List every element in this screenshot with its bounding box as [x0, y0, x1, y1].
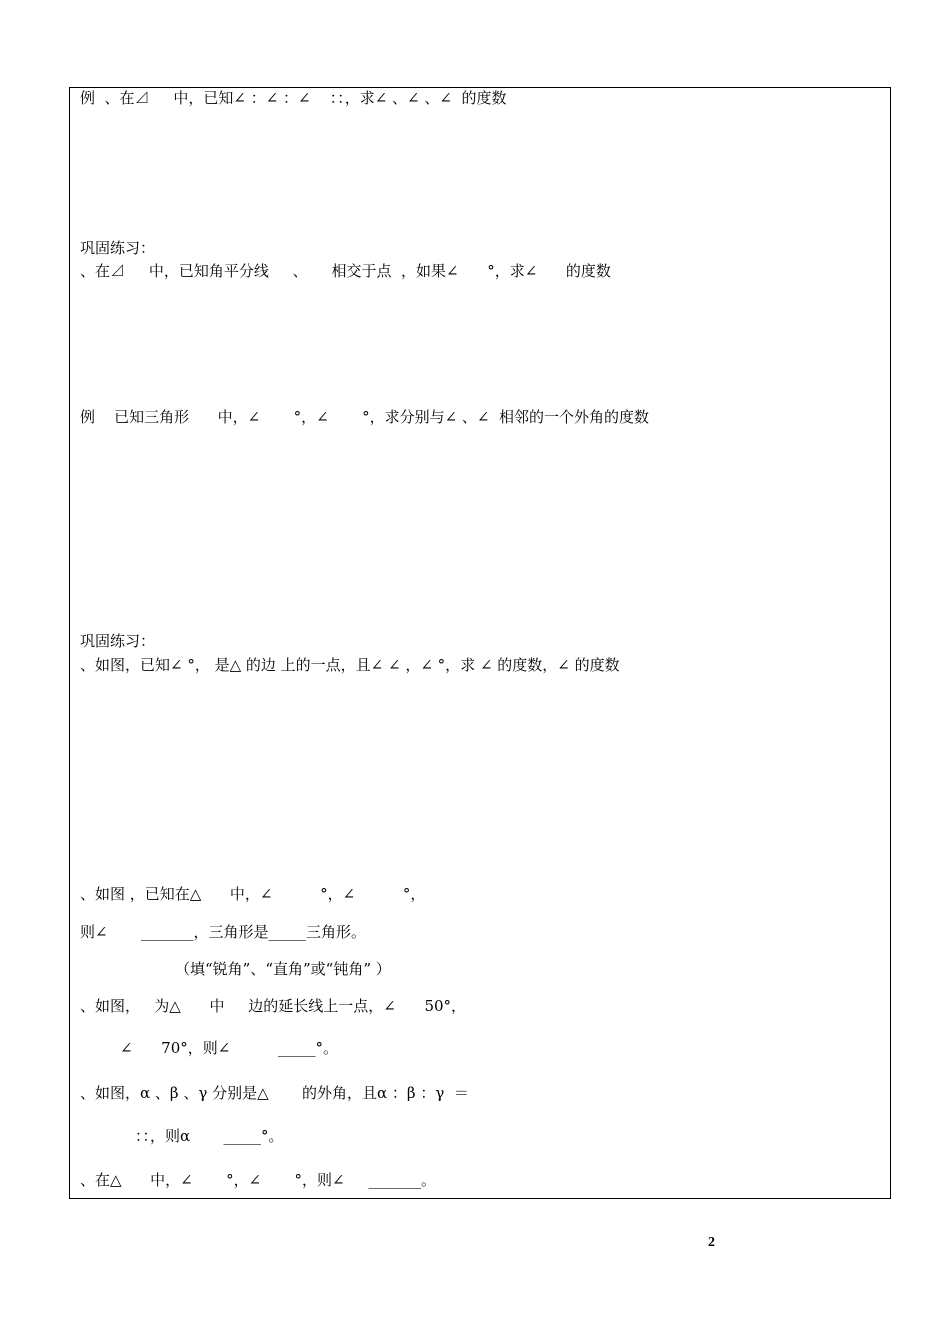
question-d: 、在△ 中，∠ °，∠ °，则∠ _______。 [80, 1171, 436, 1189]
question-a-line-2: 则∠ _______，三角形是_____三角形。 [80, 923, 366, 941]
example-1: 例 、在⊿ 中，已知∠ ：∠ ：∠ ：：，求∠ 、∠ 、∠ 的度数 [80, 89, 507, 107]
question-b-line-1: 、如图， 为△ 中 边的延长线上一点，∠ 50°， [80, 997, 467, 1015]
question-a-hint: （填“锐角”、“直角”或“钝角” ） [175, 960, 391, 978]
page-number: 2 [708, 1235, 715, 1250]
worksheet-frame [69, 87, 891, 1199]
example-2: 例 已知三角形 中，∠ °，∠ °，求分别与∠ 、∠ 相邻的一个外角的度数 [80, 408, 650, 426]
question-c-line-2: ：：，则α _____°。 [135, 1127, 284, 1145]
question-b-line-2: ∠ 70°，则∠ _____°。 [120, 1039, 339, 1057]
question-a-line-1: 、如图 ，已知在△ 中，∠ °，∠ °， [80, 885, 426, 903]
practice-1-question: 、在⊿ 中，已知角平分线 、 相交于点 ，如果∠ °，求∠ 的度数 [80, 262, 611, 280]
question-c-line-1: 、如图，α 、β 、γ 分别是△ 的外角，且α ：β ：γ ＝ [80, 1084, 469, 1102]
practice-1-title: 巩固练习： [80, 239, 156, 257]
practice-2-question: 、如图，已知∠ °， 是△ 的边 上的一点，且∠ ∠ ，∠ °，求 ∠ 的度数，∠ 的度数 [80, 656, 620, 674]
practice-2-title: 巩固练习： [80, 632, 156, 650]
